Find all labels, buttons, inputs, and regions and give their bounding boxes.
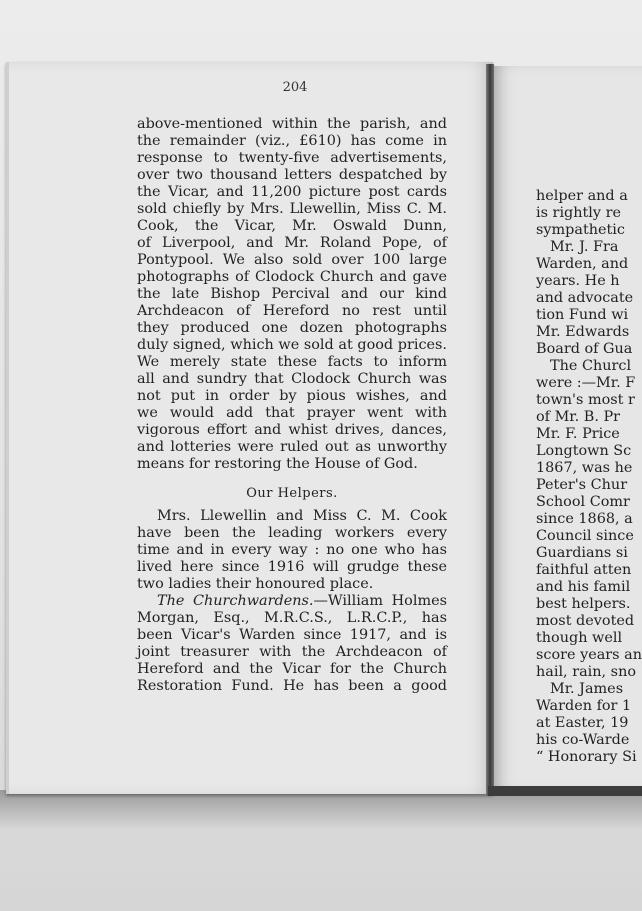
right-page-line: Council since (536, 528, 634, 544)
text-line: above-mentioned within the parish, and (137, 116, 447, 132)
text-line: we would add that prayer went with (137, 405, 447, 421)
text-line: time and in every way : no one who has (137, 542, 447, 558)
right-page-line: School Comr (536, 494, 630, 510)
right-page-line: were :—Mr. F (536, 375, 636, 391)
right-page-line: “ Honorary Si (536, 749, 637, 765)
text-line: and lotteries were ruled out as unworthy (137, 439, 447, 455)
text-line: Hereford and the Vicar for the Church (137, 661, 447, 677)
text-line: Archdeacon of Hereford no rest until (137, 303, 447, 319)
text-line: joint treasurer with the Archdeacon of (137, 644, 447, 660)
text-line: photographs of Clodock Church and gave (137, 269, 447, 285)
section-heading-our-helpers: Our Helpers. (246, 486, 338, 501)
right-page-line: hail, rain, sno (536, 664, 636, 680)
right-page-line: Mr. James (550, 681, 624, 697)
right-page-line: years. He h (536, 273, 620, 289)
text-line: over two thousand letters despatched by (137, 167, 447, 183)
text-line: not put in order by pious wishes, and (137, 388, 447, 404)
book-cover-edge (488, 786, 642, 796)
right-page-line: tion Fund wi (536, 307, 629, 323)
right-page-line: though well (536, 630, 623, 646)
page-number: 204 (282, 80, 308, 95)
text-line: of Liverpool, and Mr. Roland Pope, of (137, 235, 447, 251)
text-line: two ladies their honoured place. (137, 576, 374, 592)
paragraph-fundraising (137, 116, 447, 473)
right-page-line: most devoted (536, 613, 635, 629)
book-gutter (486, 64, 494, 796)
right-page-text (536, 188, 642, 766)
right-page-line: Board of Gua (536, 341, 633, 357)
right-page-line: town's most r (536, 392, 635, 408)
text-line: Morgan, Esq., M.R.C.S., L.R.C.P., has (137, 610, 447, 626)
text-line: means for restoring the House of God. (137, 456, 418, 472)
right-page-line: sympathetic (536, 222, 625, 238)
right-page-line: since 1868, a (536, 511, 633, 527)
right-page-line: best helpers. (536, 596, 631, 612)
right-page-line: and his famil (536, 579, 631, 595)
right-page-line: Longtown Sc (536, 443, 632, 459)
right-page-line: score years an (536, 647, 642, 663)
right-page-line: his co-Warde (536, 732, 630, 748)
text-line: Restoration Fund. He has been a good (137, 678, 447, 694)
right-page-line: Warden, and (536, 256, 629, 272)
right-page-line: and advocate (536, 290, 634, 306)
paragraph-churchwardens (137, 610, 447, 695)
right-page-line: Warden for 1 (536, 698, 632, 714)
churchwardens-first-line-rest: —William Holmes (313, 593, 447, 609)
text-line: the Vicar, and 11,200 picture post cards (137, 184, 447, 200)
text-line: We merely state these facts to inform (137, 354, 447, 370)
right-page-line: Peter's Chur (536, 477, 628, 493)
right-page-line: at Easter, 19 (536, 715, 629, 731)
text-line: Cook, the Vicar, Mr. Oswald Dunn, (137, 218, 447, 234)
right-page-line: Guardians si (536, 545, 628, 561)
text-line: been Vicar's Warden since 1917, and is (137, 627, 447, 643)
paragraph-helpers (137, 508, 447, 593)
text-line: response to twenty-five advertisements, (137, 150, 447, 166)
right-page-line: Mr. J. Fra (550, 239, 619, 255)
right-page-line: is rightly re (536, 205, 622, 221)
text-line: all and sundry that Clodock Church was (137, 371, 447, 387)
text-line: have been the leading workers every (137, 525, 447, 541)
text-line: the late Bishop Percival and our kind (137, 286, 447, 302)
right-page-line: Mr. F. Price (536, 426, 620, 442)
right-page-line: helper and a (536, 188, 628, 204)
right-page-line: Mr. Edwards (536, 324, 630, 340)
book-shadow (0, 790, 642, 830)
churchwardens-italic-lead: The Churchwardens. (157, 593, 314, 609)
left-page-text (137, 116, 447, 695)
right-page (494, 66, 642, 790)
text-line: sold chiefly by Mrs. Llewellin, Miss C. M. (137, 201, 447, 217)
text-line: Mrs. Llewellin and Miss C. M. Cook (157, 508, 447, 524)
right-page-line: faithful atten (536, 562, 632, 578)
text-line: the remainder (viz., £610) has come in (137, 133, 447, 149)
text-line: Pontypool. We also sold over 100 large (137, 252, 447, 268)
text-line: they produced one dozen photographs (137, 320, 447, 336)
right-page-line: of Mr. B. Pr (536, 409, 621, 425)
text-line: vigorous effort and whist drives, dances, (137, 422, 447, 438)
churchwardens-first-line (137, 593, 447, 610)
text-line: lived here since 1916 will grudge these (137, 559, 447, 575)
right-page-line: The Churcl (550, 358, 632, 374)
text-line: duly signed, which we sold at good prices. (137, 337, 447, 353)
right-page-line: 1867, was he (536, 460, 633, 476)
